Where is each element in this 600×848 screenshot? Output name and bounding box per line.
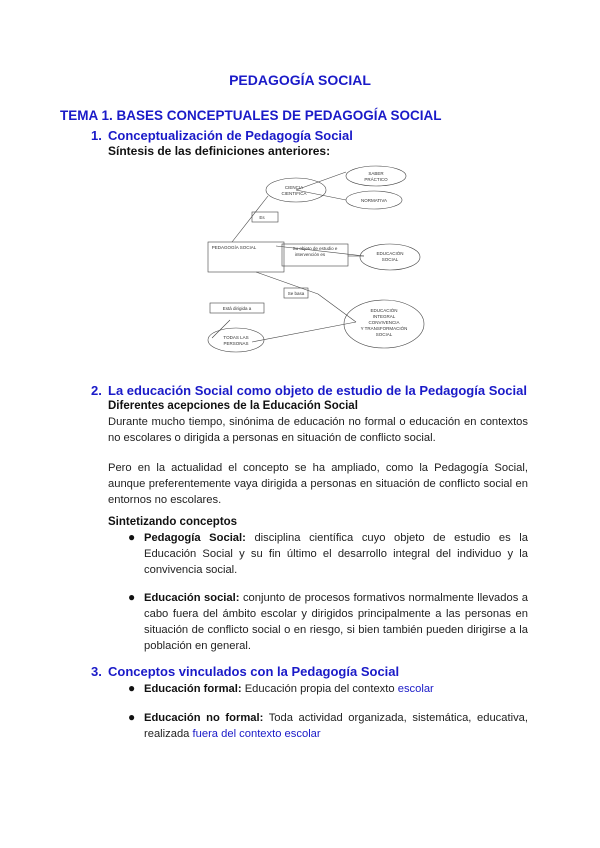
integral-label-1: EDUCACIÓN — [370, 308, 398, 313]
integral-label-3: CONVIVENCIA — [368, 320, 400, 325]
dirigida-label: Está dirigida a — [222, 306, 252, 311]
saber-label-1: SABER — [368, 171, 384, 176]
bullet-3: ● — [128, 681, 136, 695]
section-1-title: Conceptualización de Pedagogía Social — [108, 128, 353, 143]
definition-text: conjunto de procesos formativos normalmente llevados a cabo fuera del ámbito escolar y dirigidos principalmente a las personas en situación de conflicto social o en riesgo, si bien también pueden dirigirse a la población en general. — [144, 592, 528, 652]
bullet-4: ● — [128, 710, 136, 724]
objeto-label-1: Su objeto de estudio e — [292, 246, 338, 251]
definition-educacion-no-formal — [144, 710, 528, 742]
line-basa-integral — [318, 294, 356, 322]
saber-label-2: PRÁCTICO — [364, 177, 388, 182]
definition-text: Educación propia del contexto — [241, 683, 398, 695]
section-2-subheading: Diferentes acepciones de la Educación Social — [108, 400, 358, 412]
section-2-paragraph-2: Pero en la actualidad el concepto se ha ampliado, como la Pedagogía Social, aunque preferentemente vaya dirigida a personas en situación de conflicto social en entornos no escolares. — [108, 462, 528, 506]
section-3-heading — [91, 664, 399, 679]
educacion-social-label-2: SOCIAL — [381, 257, 399, 262]
bullet-1: ● — [128, 530, 136, 544]
link-escolar[interactable]: escolar — [397, 683, 434, 695]
definition-term: Educación social: — [144, 592, 240, 604]
page-title: PEDAGOGÍA SOCIAL — [229, 72, 371, 88]
section-3-number: 3. — [91, 664, 102, 679]
definition-term: Educación no formal: — [144, 712, 264, 724]
ciencia-label-2: CIENTIFICA — [281, 191, 307, 196]
basa-label: Se basa — [287, 291, 305, 296]
section-1-number: 1. — [91, 128, 102, 143]
section-2-paragraph-1: Durante mucho tiempo, sinónima de educación no formal o educación en contextos no escolares o dirigida a personas en situación de conflicto social. — [108, 416, 528, 444]
definition-term: Pedagogía Social: — [144, 532, 246, 544]
main-label: PEDAGOGÍA SOCIAL — [211, 245, 257, 250]
section-1-heading — [91, 128, 353, 143]
definition-educacion-social — [144, 590, 528, 654]
integral-label-4: Y TRANSFORMACIÓN — [360, 326, 408, 331]
line-ciencia-saber — [296, 172, 346, 190]
integral-label-5: SOCIAL — [375, 332, 393, 337]
concept-diagram — [200, 160, 440, 360]
section-3-title: Conceptos vinculados con la Pedagogía Social — [108, 664, 400, 679]
educacion-social-label-1: EDUCACIÓN — [376, 251, 404, 256]
saber-node — [346, 166, 406, 186]
definition-term: Educación formal: — [144, 683, 242, 695]
todas-label-1: TODAS LAS — [223, 335, 249, 340]
section-2-number: 2. — [91, 383, 102, 398]
es-label: Es — [259, 215, 265, 220]
normativa-label: NORMATIVA — [360, 198, 388, 203]
section-2-heading — [91, 383, 527, 398]
todas-node — [208, 328, 264, 352]
link-fuera-contexto[interactable]: fuera del contexto escolar — [192, 728, 321, 740]
bullet-2: ● — [128, 590, 136, 604]
definition-text: Toda actividad organizada, sistemática, educativa, realizada — [144, 712, 528, 740]
definition-pedagogia-social — [144, 530, 528, 578]
todas-label-2: PERSONAS — [223, 341, 249, 346]
section-1-subheading: Síntesis de las definiciones anteriores: — [108, 144, 331, 158]
es-box — [252, 212, 278, 222]
line-integral-todas — [252, 322, 356, 342]
ciencia-label-1: CIENCIA — [284, 185, 304, 190]
sintetizando-heading: Sintetizando conceptos — [108, 516, 238, 528]
definition-educacion-formal — [144, 681, 528, 697]
tema-heading: TEMA 1. BASES CONCEPTUALES DE PEDAGOGÍA SOCIAL — [60, 108, 442, 123]
integral-label-2: INTEGRAL — [372, 314, 396, 319]
objeto-label-2: intervención es — [294, 252, 326, 257]
section-2-title: La educación Social como objeto de estudio de la Pedagogía Social — [108, 383, 527, 398]
definition-text: disciplina científica cuyo objeto de estudio es la Educación Social y su fin último el desarrollo integral del individuo y la convivencia social. — [144, 532, 528, 576]
